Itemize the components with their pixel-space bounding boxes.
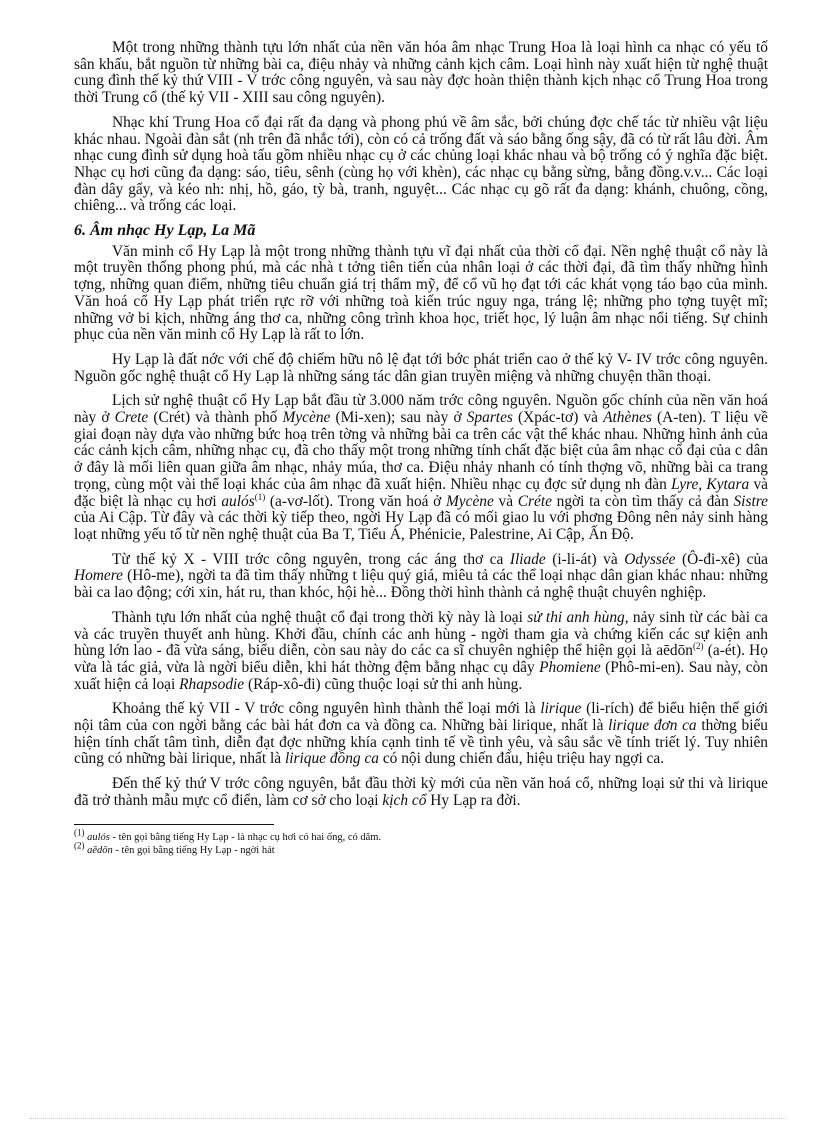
text-run: (a-vơ-lốt). Trong văn hoá ở xyxy=(265,492,446,510)
term-italic: lirique đơn ca xyxy=(608,717,697,735)
text-run: (A-ten). T liệu về giai đoạn này dựa vào những bức hoạ trên tờng và những bài ca trên các vật thể khác nhau. Những hình ảnh của các cảnh kịch câm, những nhạc cụ, đã cho thấy một trong những tính chất đặc biệt của âm nhạc cổ đại của c dân ở đây là mối liên quan giữa âm nhạc, nhảy múa, thơ ca. Điệu nhảy nhanh có tính thợng võ, những bài ca trang trọng, cùng một vài thể loại khác của âm nhạc đã xuất hiện. Nhiều nhạc cụ đợc sử dụng nh đàn xyxy=(74,409,768,493)
paragraph-chinese-instruments: Nhạc khí Trung Hoa cổ đại rất đa dạng và phong phú về âm sắc, bởi chúng đợc chế tác từ nhiều vật liệu khác nhau. Ngoài đàn sắt (nh trên đã nhắc tới), còn có cả trống đất và sáo bằng ống sậy, đã có từ rất lâu đời. Âm nhạc cung đình sử dụng hoà tấu gồm nhiều nhạc cụ ở các chủng loại khác nhau và bộ trống có ý nghĩa đặc biệt. Nhạc cụ hơi cũng đa dạng: sáo, tiêu, sênh (cùng họ với khèn), các nhạc cụ bằng sừng, bằng đồng.v.v... Các loại đàn dây gẩy, và kéo nh: nhị, hồ, gáo, tỳ bà, tranh, nguyệt... Các nhạc cụ gõ rất đa dạng: khánh, chuông, cồng, chiêng... và trống các loại. xyxy=(74,113,768,215)
text-run: (Mi-xen); sau này ở xyxy=(330,409,467,427)
paragraph-classical-drama xyxy=(74,776,768,809)
text-run: Đến thế kỷ thứ V trớc công nguyên, bắt đầu thời kỳ mới của nền văn hoá cổ, những loại sử thi và lirique đã trở thành mẫu mực cổ điển, làm cơ sở cho loại xyxy=(74,775,768,809)
term-italic: Athènes xyxy=(603,409,652,427)
paragraph-greek-slavery: Hy Lạp là đất nớc với chế độ chiếm hữu nô lệ đạt tới bớc phát triển cao ở thế kỷ V- IV trớc công nguyên. Nguồn gốc nghệ thuật cổ Hy Lạp là những sáng tác dân gian truyền miệng và những chuyện thần thoại. xyxy=(74,350,768,385)
text-run: , nảy sinh từ các bài ca và các truyền thuyết anh hùng. Khởi đầu, chính các anh hùng - ngời tham gia và chứng kiến các sự kiện anh hùng lớn lao - đã vừa sáng, biểu diễn, còn sau này do các ca sĩ chuyên nghiệp thể hiện gọi là xyxy=(74,608,768,660)
footnote-text: - tên gọi bằng tiếng Hy Lạp - ngời hát xyxy=(112,844,275,856)
term-italic: Iliade xyxy=(509,550,546,568)
term-italic: Phomiene xyxy=(539,658,601,676)
term-italic: Crete xyxy=(114,409,149,427)
text-run: ngời ta còn tìm thấy cả đàn xyxy=(551,492,734,510)
footnote-text: - tên gọi bằng tiếng Hy Lạp - là nhạc cụ hơi có hai ống, có dăm. xyxy=(109,831,382,843)
text-run: và xyxy=(493,492,518,510)
term-italic: Odyssée xyxy=(624,550,676,568)
term-italic: sử thi anh hùng xyxy=(527,608,625,626)
term-italic: Mycène xyxy=(445,492,494,510)
paragraph-lirique xyxy=(74,701,768,768)
term-italic: Rhapsodie xyxy=(179,675,245,693)
term-italic: Sistre xyxy=(733,492,768,510)
text-run: (Hô-me), ngời ta đã tìm thấy những t liệu quý giá, miêu tả các thể loại nhạc dân gian khác nhau: những bài ca lao động; cới xin, hát ru, than khóc, hội hè... Đồng thời hình thành cả nghệ thuật chuyên nghiệp. xyxy=(74,567,768,602)
page-bottom-border xyxy=(30,1118,786,1119)
term-italic: aulós xyxy=(221,492,255,510)
text-run: (i-li-át) và xyxy=(545,550,625,568)
paragraph-greek-history xyxy=(74,393,768,543)
term-italic: Lyre, Kytara xyxy=(671,475,750,493)
text-run: và đặc biệt là nhạc cụ hơi xyxy=(74,475,768,510)
footnote-mark: (1) xyxy=(74,827,85,838)
term-italic: Homere xyxy=(74,567,124,585)
footnote-divider xyxy=(74,824,274,825)
section-heading: 6. Âm nhạc Hy Lạp, La Mã xyxy=(74,222,256,240)
term-italic: kịch cổ xyxy=(382,791,427,809)
text-run: (li-rích) để biểu hiện thế giới nội tâm của con ngời bằng các bài hát đơn ca và đồng ca. Những bài lirique, nhất là xyxy=(74,700,769,735)
text-run: thờng biểu hiện tính chất tâm tình, diễn đạt đợc những khía cạnh tinh tế về tình yêu, và sâu sắc về tính triết lý. Tuy nhiên cũng có những bài lirique, nhất là xyxy=(74,717,769,768)
footnote-ref-2: (2) xyxy=(692,641,704,652)
paragraph-heroic-epic xyxy=(74,610,768,694)
text-run: Thành tựu lớn nhất của nghệ thuật cổ đại trong thời kỳ này là loại xyxy=(112,608,528,626)
footnote-term: aulós xyxy=(87,831,110,843)
text-run: (Xpác-tơ) và xyxy=(512,409,604,427)
paragraph-greek-civilization: Văn minh cổ Hy Lạp là một trong những thành tựu vĩ đại nhất của thời cổ đại. Nền nghệ thuật cổ này là một truyền thống phong phú, mà các nhà t tởng tiên tiến của nhân loại ở các thời đại, đã tìm thấy những hình tợng, những quan điểm, những tiêu chuẩn giá trị thẩm mỹ, để cổ vũ họ đạt tới các khát vọng táo bạo của mình. Văn hoá cổ Hy Lạp phát triển rực rỡ với những toà kiến trúc nguy nga, tráng lệ; những pho tợng tuyệt mĩ; những vở bi kịch, những áng thơ ca, những công trình khoa học, triết học, lý luận âm nhạc nổi tiếng. Sự chinh phục của nền văn minh cổ Hy Lạp là rất to lớn. xyxy=(74,242,768,344)
text-run: (Ô-đi-xê) của xyxy=(675,550,768,568)
term-italic: lirique đồng ca xyxy=(284,750,379,768)
text-run: Lịch sử nghệ thuật cổ Hy Lạp bắt đầu từ 3.000 năm trớc công nguyên. Nguồn gốc chính của nền văn hoá này ở xyxy=(74,392,768,427)
term-italic: Spartes xyxy=(466,409,513,427)
paragraph-greek-epics xyxy=(74,552,768,602)
text-run: Hy Lạp ra đời. xyxy=(426,791,521,809)
term-aedon: aēdōn xyxy=(656,642,693,660)
text-run: có nội dung chiến đấu, hiệu triệu hay ngợi ca. xyxy=(378,750,665,768)
text-run: Khoảng thế kỷ VII - V trớc công nguyên hình thành thể loại mới là xyxy=(112,700,541,718)
footnote-2 xyxy=(74,840,768,857)
footnote-term: aēdōn xyxy=(87,844,113,856)
text-run: (Ráp-xô-đi) cũng thuộc loại sử thi anh hùng. xyxy=(244,675,523,693)
document-page xyxy=(74,40,768,857)
paragraph-chinese-theatre: Một trong những thành tựu lớn nhất của nền văn hóa âm nhạc Trung Hoa là loại hình ca nhạc có yếu tố sân khấu, bắt nguồn từ những bài ca, điệu nhảy và những cảnh kịch câm. Loại hình này xuất hiện từ nghệ thuật cung đình thế kỷ thứ VIII - V trớc công nguyên, và sau này đợc hoàn thiện thành kịch nhạc cổ Trung Hoa trong thời Trung cổ (thế kỷ VII - XIII sau công nguyên). xyxy=(74,39,768,107)
text-run: (a-ét). Họ vừa là tác giả, vừa là ngời biểu diễn, khi hát thờng đệm bằng nhạc cụ dây xyxy=(74,642,768,676)
footnote-ref-1: (1) xyxy=(254,491,266,502)
term-italic: lirique xyxy=(540,700,582,718)
footnote-mark: (2) xyxy=(74,840,85,851)
text-run: (Phô-mi-en). Sau này, còn xuất hiện cả loại xyxy=(74,658,768,693)
text-run: Từ thế kỷ X - VIII trớc công nguyên, trong các áng thơ ca xyxy=(112,550,510,568)
footnote-1 xyxy=(74,827,768,844)
term-italic: Créte xyxy=(517,492,552,510)
text-run: của Ai Cập. Từ đây và các thời kỳ tiếp theo, ngời Hy Lạp đã có mối giao lu với phơng Đông nên nảy sinh hàng loạt những yếu tố từ nền nghệ thuật của Ba T, Tiểu Á, Phénicie, Palestrine, Ai Cập, Ấn Độ. xyxy=(74,509,768,543)
term-italic: Mycène xyxy=(282,409,331,427)
text-run: (Crét) và thành phố xyxy=(148,409,283,427)
